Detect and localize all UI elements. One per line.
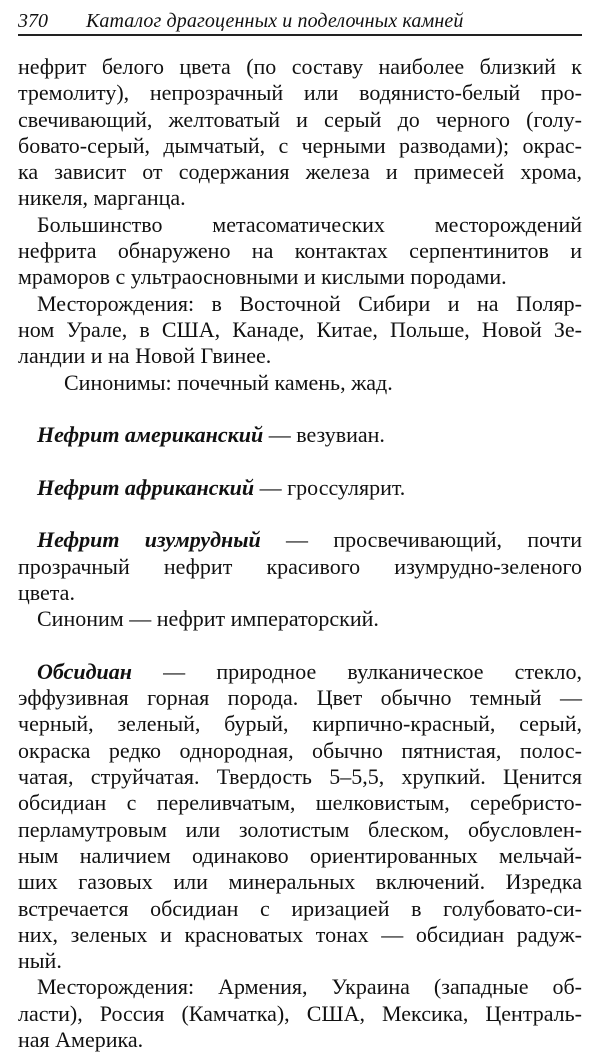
text-line: Месторождения: в Восточной Сибири и на Поляр- <box>37 290 582 316</box>
paragraph-deposits-metasomatic <box>18 212 582 291</box>
entry-line <box>18 475 582 501</box>
synonym-line: Синоним — нефрит императорский. <box>37 606 379 632</box>
text-line: чатая, струйчатая. Твердость 5–5,5, хрупкий. Ценится <box>18 764 582 790</box>
text-line: ный. <box>18 948 62 974</box>
entry-line <box>18 659 582 685</box>
entry-definition: — гроссулярит. <box>254 474 406 500</box>
text-line: встречается обсидиан с иризацией в голубовато-си- <box>18 895 582 921</box>
spacer <box>18 448 582 474</box>
page-number: 370 <box>18 10 48 32</box>
text-line: цвета. <box>18 579 75 605</box>
text-line: ная Америка. <box>18 1026 144 1052</box>
entry-definition: — природное вулканическое стекло, <box>131 658 582 684</box>
entry-line <box>18 422 582 448</box>
text-line: обсидиан с переливчатым, шелковистым, серебристо- <box>18 790 582 816</box>
page-body <box>18 54 582 1053</box>
entry-nephrite-emerald <box>18 527 582 632</box>
paragraph-nephrite-white <box>18 54 582 212</box>
entry-term: Нефрит африканский <box>37 474 255 500</box>
text-line: Месторождения: Армения, Украина (западные об- <box>37 974 582 1000</box>
spacer <box>18 396 582 422</box>
entry-line <box>18 527 582 553</box>
text-line: тремолиту), непрозрачный или водянисто-белый про- <box>18 80 582 106</box>
text-line: ландии и на Новой Гвинее. <box>18 343 272 369</box>
entry-nephrite-american <box>18 422 582 448</box>
entry-term: Нефрит изумрудный <box>37 527 261 553</box>
text-line: мраморов с ультраосновными и кислыми породами. <box>18 264 507 290</box>
synonyms-line: Синонимы: почечный камень, жад. <box>64 369 393 395</box>
entry-nephrite-african <box>18 475 582 501</box>
text-line: перламутровым или золотистым блеском, обусловлен- <box>18 816 582 842</box>
text-line: свечивающий, желтоватый и серый до черного (голу- <box>18 106 582 132</box>
running-title: Каталог драгоценных и поделочных камней <box>86 10 464 32</box>
entry-definition: — просвечивающий, почти <box>260 527 583 553</box>
entry-term: Нефрит американский <box>37 422 264 448</box>
text-line: ным наличием одинаково ориентированных мельчай- <box>18 842 582 868</box>
text-line: них, зеленых и красноватых тонах — обсидиан радуж- <box>18 921 582 947</box>
text-line: прозрачный нефрит красивого изумрудно-зеленого <box>18 553 582 579</box>
text-line: окраска редко однородная, обычно пятнистая, полос- <box>18 737 582 763</box>
entry-term: Обсидиан <box>37 658 132 684</box>
text-line: ших газовых или минеральных включений. Изредка <box>18 869 582 895</box>
text-line: никеля, марганца. <box>18 185 186 211</box>
entry-definition: — везувиан. <box>263 422 385 448</box>
spacer <box>18 633 582 659</box>
text-line: бовато-серый, дымчатый, с черными разводами); окрас- <box>18 132 582 158</box>
entry-obsidian <box>18 659 582 1053</box>
text-line: черный, зеленый, бурый, кирпично-красный, серый, <box>18 711 582 737</box>
text-line: эффузивная горная порода. Цвет обычно темный — <box>18 685 582 711</box>
text-line: нефрита обнаружено на контактах серпентинитов и <box>18 238 582 264</box>
running-header <box>18 8 582 36</box>
text-line: ном Урале, в США, Канаде, Китае, Польше, Новой Зе- <box>18 316 582 342</box>
text-line: нефрит белого цвета (по составу наиболее близкий к <box>18 54 582 79</box>
spacer <box>18 501 582 527</box>
paragraph-deposits-locations <box>18 291 582 370</box>
text-line: Большинство метасоматических месторождений <box>37 211 582 237</box>
text-line: ласти), Россия (Камчатка), США, Мексика, Централь- <box>18 1000 582 1026</box>
text-line: ка зависит от содержания железа и примесей хрома, <box>18 159 582 185</box>
